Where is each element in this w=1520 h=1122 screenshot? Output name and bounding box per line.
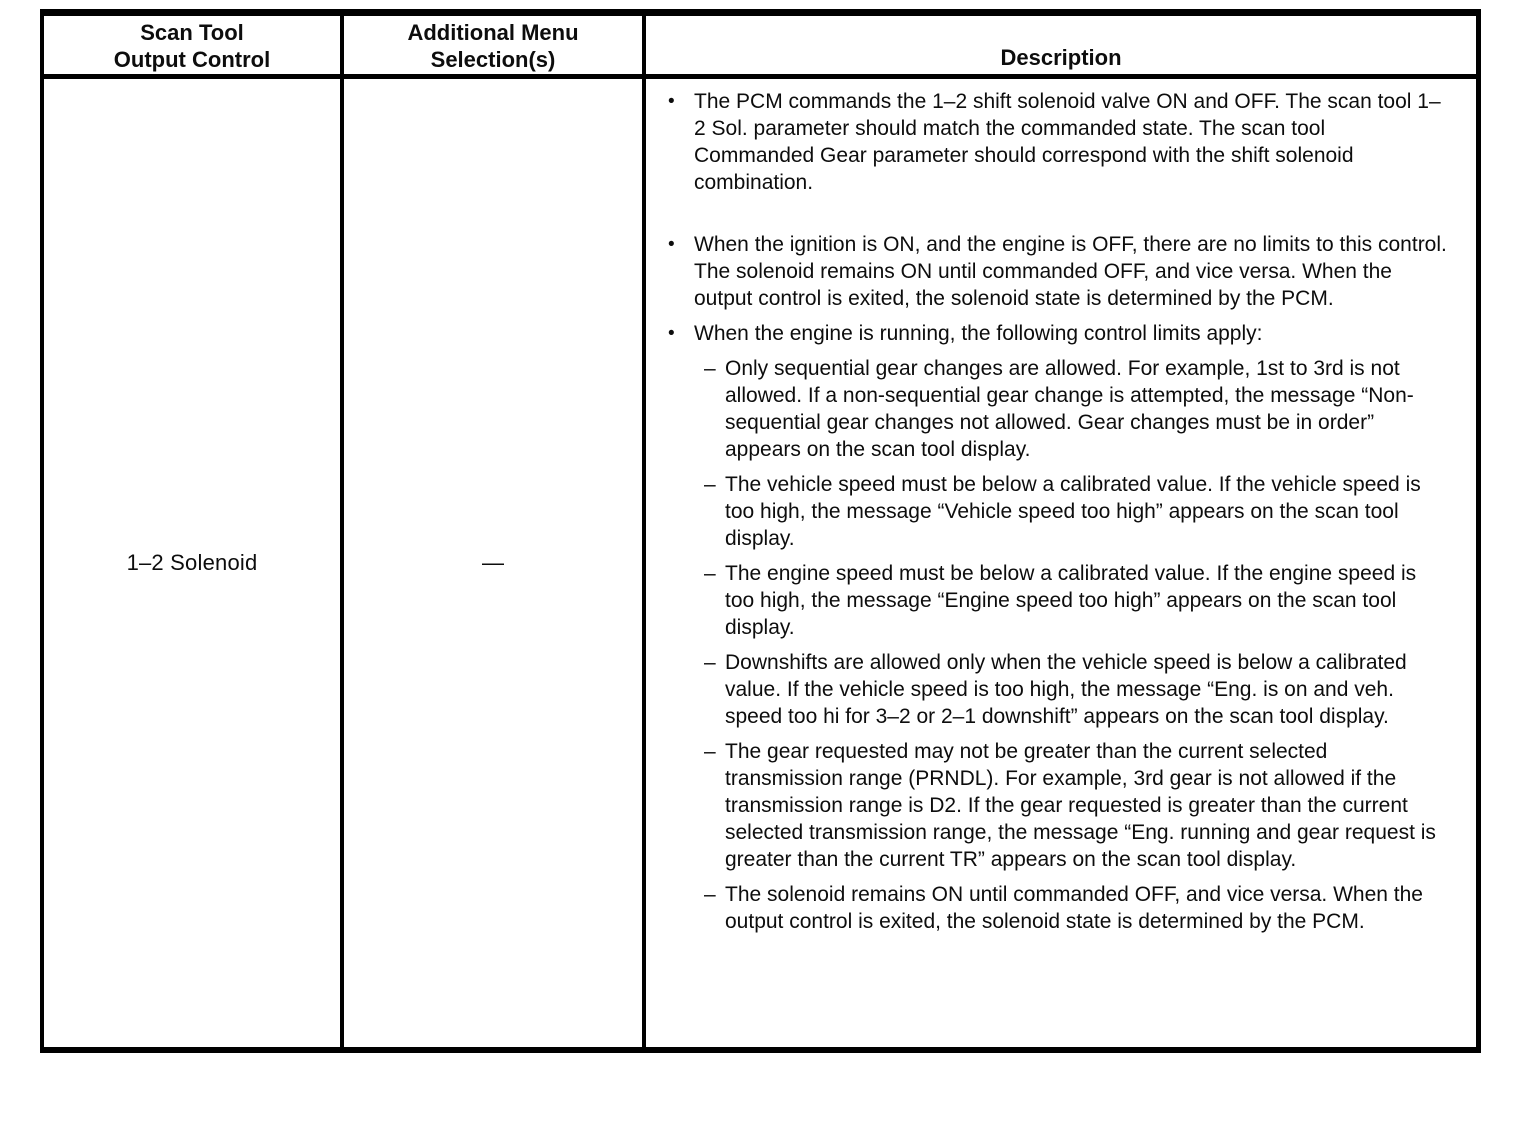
dash-marker: – — [704, 651, 716, 674]
description-text: The vehicle speed must be below a calibrated value. If the vehicle speed is too high, the message “Vehicle speed too high” appears on the scan tool display. — [725, 473, 1421, 550]
dash-marker: – — [704, 740, 716, 763]
description-subitem — [668, 738, 1450, 873]
dash-marker: – — [704, 883, 716, 906]
menu-selection-value: — — [482, 550, 504, 575]
description-subitem — [668, 649, 1450, 730]
output-control-value: 1–2 Solenoid — [126, 550, 258, 575]
description-list — [668, 88, 1450, 935]
description-text: The PCM commands the 1–2 shift solenoid valve ON and OFF. The scan tool 1–2 Sol. parameter should match the commanded state. The scan tool Commanded Gear parameter should correspond with the shift solenoid combination. — [694, 90, 1441, 194]
header-line: Selection(s) — [430, 47, 556, 72]
table-body-row — [44, 79, 1476, 1047]
description-item — [668, 320, 1450, 347]
dash-marker: – — [704, 357, 716, 380]
cell-menu-selection — [344, 79, 646, 1047]
description-text: Downshifts are allowed only when the vehicle speed is below a calibrated value. If the vehicle speed is too high, the message “Eng. is on and veh. speed too hi for 3–2 or 2–1 downshift” appears on the scan tool display. — [725, 651, 1407, 728]
header-line: Description — [1000, 45, 1122, 70]
bullet-marker: • — [668, 91, 675, 112]
bullet-marker: • — [668, 234, 675, 255]
dash-marker: – — [704, 473, 716, 496]
scan-tool-output-control-table — [40, 9, 1481, 1053]
header-additional-menu-selections — [344, 16, 646, 74]
cell-output-control — [44, 79, 344, 1047]
description-subitem — [668, 560, 1450, 641]
description-subitem — [668, 881, 1450, 935]
description-text: Only sequential gear changes are allowed. For example, 1st to 3rd is not allowed. If a non-sequential gear change is attempted, the message “Non-sequential gear changes not allowed. Gear changes must be in order” appears on the scan tool display. — [725, 357, 1414, 461]
header-line: Scan Tool — [140, 20, 244, 45]
table-header-row — [44, 16, 1476, 79]
header-description — [646, 16, 1476, 74]
header-line: Additional Menu — [407, 20, 579, 45]
description-item — [668, 231, 1450, 312]
bullet-marker: • — [668, 323, 675, 344]
cell-description — [646, 79, 1476, 1047]
dash-marker: – — [704, 562, 716, 585]
header-line: Output Control — [113, 47, 271, 72]
header-scan-tool-output-control — [44, 16, 344, 74]
description-text: When the ignition is ON, and the engine is OFF, there are no limits to this control. The solenoid remains ON until commanded OFF, and vice versa. When the output control is exited, the solenoid state is determined by the PCM. — [694, 233, 1447, 310]
description-subitem — [668, 471, 1450, 552]
description-text: When the engine is running, the following control limits apply: — [694, 322, 1263, 345]
description-text: The engine speed must be below a calibrated value. If the engine speed is too high, the message “Engine speed too high” appears on the scan tool display. — [725, 562, 1417, 639]
description-subitem — [668, 355, 1450, 463]
description-text: The solenoid remains ON until commanded OFF, and vice versa. When the output control is exited, the solenoid state is determined by the PCM. — [725, 883, 1423, 933]
description-text: The gear requested may not be greater than the current selected transmission range (PRNDL). For example, 3rd gear is not allowed if the transmission range is D2. If the gear requested is greater than the current selected transmission range, the message “Eng. running and gear request is greater than the current TR” appears on the scan tool display. — [725, 740, 1436, 871]
description-item — [668, 88, 1450, 196]
